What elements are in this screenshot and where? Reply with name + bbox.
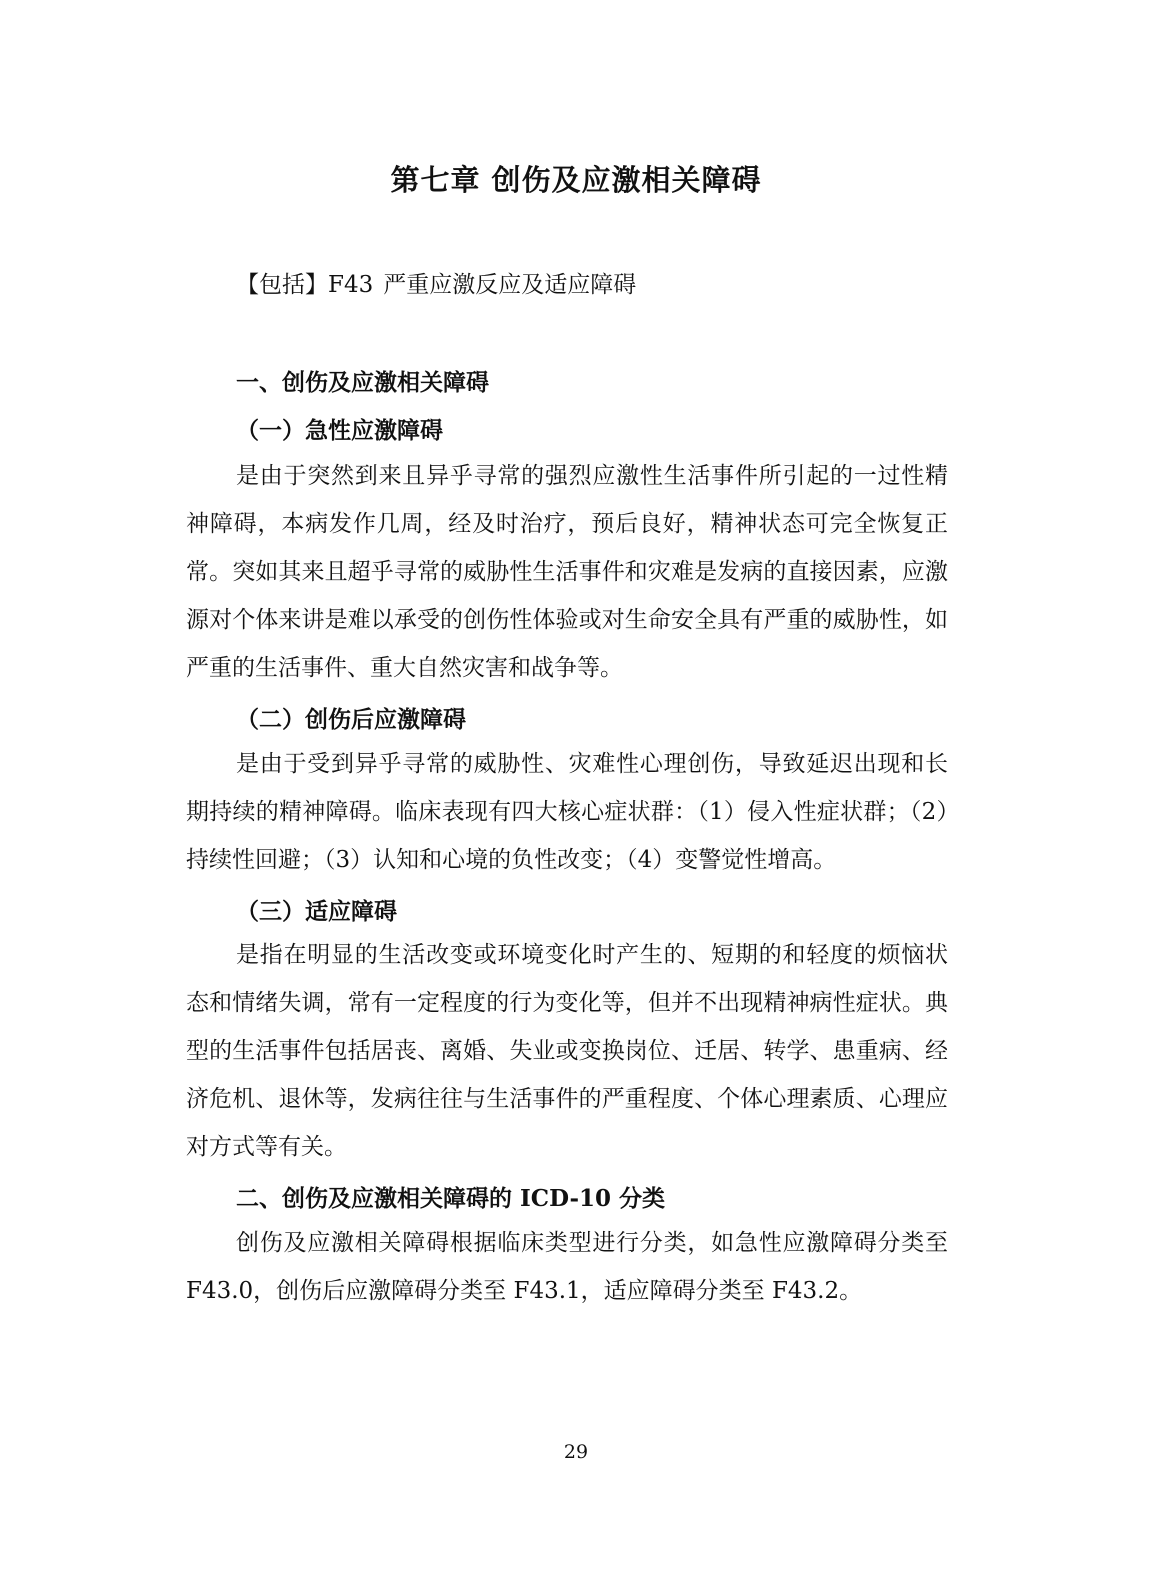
chapter-title: 第七章 创伤及应激相关障碍: [390, 163, 762, 197]
paragraph-acute-stress: 是由于突然到来且异乎寻常的强烈应激性生活事件所引起的一过性精神障碍，本病发作几周，经及时治疗，预后良好，精神状态可完全恢复正常。突如其来且超乎寻常的威胁性生活事件和灾难是发病的直接因素，应激源对个体来讲是难以承受的创伤性体验或对生命安全具有严重的威胁性，如严重的生活事件、重大自然灾害和战争等。: [186, 463, 948, 681]
sub-heading-ptsd: （二）创伤后应激障碍: [236, 706, 466, 733]
includes-line: [236, 266, 636, 299]
paragraph-icd10: 创伤及应激相关障碍根据临床类型进行分类，如急性应激障碍分类至 F43.0，创伤后应激障碍分类至 F43.1，适应障碍分类至 F43.2。: [186, 1230, 948, 1304]
sub-heading-adjustment: （三）适应障碍: [236, 898, 397, 925]
section-heading-1: 一、创伤及应激相关障碍: [236, 369, 489, 396]
page-number: 29: [563, 1441, 589, 1463]
includes-text: 严重应激反应及适应障碍: [383, 272, 637, 298]
includes-label: 【包括】: [236, 272, 328, 298]
includes-code: F43: [328, 272, 374, 298]
paragraph-adjustment: 是指在明显的生活改变或环境变化时产生的、短期的和轻度的烦恼状态和情绪失调，常有一定程度的行为变化等，但并不出现精神病性症状。典型的生活事件包括居丧、离婚、失业或变换岗位、迁居、转学、患重病、经济危机、退休等，发病往往与生活事件的严重程度、个体心理素质、心理应对方式等有关。: [186, 942, 948, 1160]
paragraph-ptsd: 是由于受到异乎寻常的威胁性、灾难性心理创伤，导致延迟出现和长期持续的精神障碍。临床表现有四大核心症状群：（1）侵入性症状群；（2）持续性回避；（3）认知和心境的负性改变；（4）变警觉性增高。: [186, 751, 948, 873]
sub-heading-acute-stress: （一）急性应激障碍: [236, 417, 443, 444]
section-heading-2: 二、创伤及应激相关障碍的 ICD-10 分类: [236, 1185, 666, 1212]
